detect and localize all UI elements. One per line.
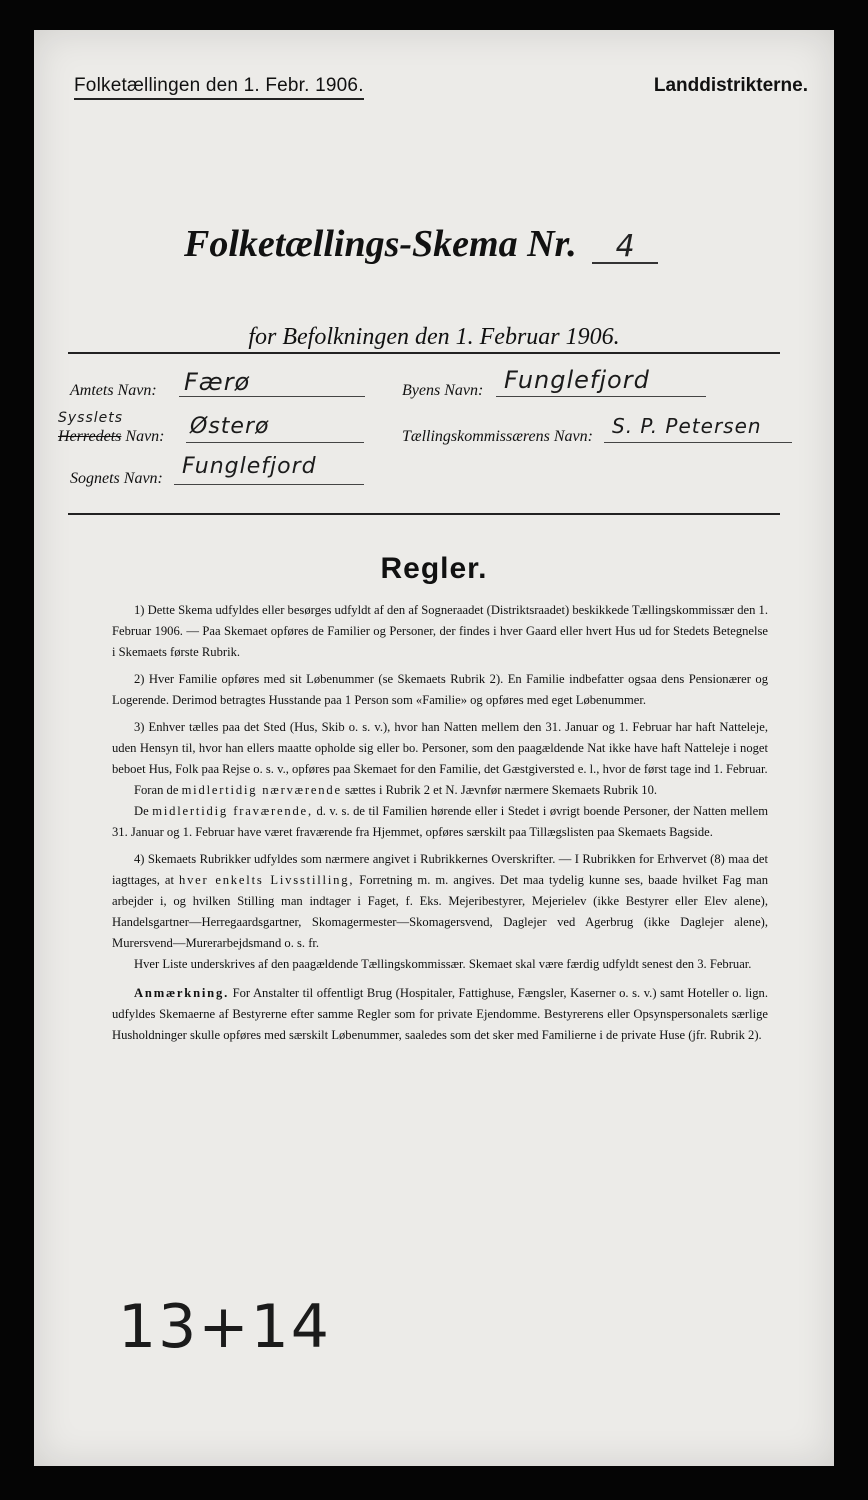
herred-struck-label: Herredets bbox=[58, 428, 122, 445]
anmaerkning-text: For Anstalter til offentligt Brug (Hospitaler, Fattighuse, Fængsler, Kaserner o. s. v.) samt Hoteller o. lign. udfyldes Skemaerne af Bestyrerne efter samme Regler som for private Ejendomme. Bestyrerens eller Opsynspersonalets særlige Husholdninger skulle opføres med særskilt Løbenummer, saaledes som det sker med Familierne i de private Huse (jfr. Rubrik 2). bbox=[112, 986, 768, 1042]
rule-3c-spaced: midlertidig fraværende, bbox=[152, 804, 313, 818]
amt-line bbox=[179, 396, 365, 397]
herred-line bbox=[186, 442, 364, 443]
rule-3b bbox=[112, 780, 768, 801]
rule-4-spaced: hver enkelts Livsstilling, bbox=[178, 873, 355, 887]
form-title bbox=[184, 222, 658, 266]
amt-value-handwritten: Færø bbox=[184, 368, 251, 396]
rule-1: 1) Dette Skema udfyldes eller besørges udfyldt af den af Sogneraadet (Distriktsraadet) beskikkede Tællingskommissær den 1. Februar 1906. — Paa Skemaet opføres de Familier og Personer, der findes i hver Gaard eller hvert Hus ud for Stedets Betegnelse i Skemaets første Rubrik. bbox=[112, 603, 768, 659]
syssel-prefix-handwritten: Sysslets bbox=[58, 410, 124, 426]
anmaerkning-label: Anmærkning. bbox=[134, 986, 230, 1000]
by-label: Byens Navn: bbox=[402, 382, 484, 399]
rules-text bbox=[112, 600, 768, 1052]
amt-label: Amtets Navn: bbox=[70, 382, 157, 399]
top-divider bbox=[68, 352, 780, 354]
rule-3c-pre: De bbox=[134, 804, 149, 818]
sogn-value-handwritten: Funglefjord bbox=[182, 454, 317, 479]
herred-label: Navn: bbox=[125, 428, 165, 445]
rule-3b-post: sættes i Rubrik 2 et N. Jævnfør nærmere Skemaets Rubrik 10. bbox=[345, 783, 658, 797]
bottom-divider bbox=[68, 513, 780, 515]
sogn-field bbox=[70, 470, 163, 488]
census-form-page bbox=[34, 30, 834, 1466]
rule-4b: Hver Liste underskrives af den paagældende Tællingskommissær. Skemaet skal være færdig udfyldt senest den 3. Februar. bbox=[134, 957, 752, 971]
by-field bbox=[402, 382, 483, 400]
form-number-handwritten: 4 bbox=[592, 232, 658, 264]
sogn-line bbox=[174, 484, 364, 485]
rule-3c bbox=[112, 801, 768, 843]
rule-3b-pre: Foran de bbox=[134, 783, 179, 797]
rule-3b-spaced: midlertidig nærværende bbox=[181, 783, 342, 797]
by-line bbox=[496, 396, 706, 397]
form-title-text: Folketællings-Skema Nr. bbox=[184, 223, 577, 265]
rule-2: 2) Hver Familie opføres med sit Løbenummer (se Skemaets Rubrik 2). En Familie indbefatter ogsaa dens Pensionærer og Logerende. Derimod betragtes Husstande paa 1 Person som «Familie» og opføres med eget Løbenummer. bbox=[112, 672, 768, 707]
kommissaer-line bbox=[604, 442, 792, 443]
herred-field bbox=[58, 428, 165, 446]
census-header-right: Landdistrikterne. bbox=[653, 75, 808, 96]
amt-field bbox=[70, 382, 157, 400]
rule-4-post: Forretning m. m. angives. Det maa tydelig kunne ses, baade hvilket Fag man arbejder i, og hvilken Stilling man indtager i Faget, f. Eks. Mejeribestyrer, Mejerielev (ikke Bestyrer eller Elev alene), Handelsgartner—Herregaardsgartner, Skomagermester—Skomagersvend, Daglejer ved Agerbrug (ikke Daglejer alene), Murersvend—Murerarbejdsmand o. s. fr. bbox=[112, 873, 768, 950]
rule-3: 3) Enhver tælles paa det Sted (Hus, Skib o. s. v.), hvor han Natten mellem den 31. Januar og 1. Februar har haft Natteleje, uden Hensyn til, hvor han ellers maatte opholde sig eller bo. Personer, som den paagældende Nat ikke have haft Natteleje i noget beboet Hus, Folk paa Rejse o. s. v., opføres paa Skemaet for den Familie, det Gæstgiversted e. l., hvor de først tage ind 1. Februar. bbox=[112, 720, 768, 776]
kommissaer-label: Tællingskommissærens Navn: bbox=[402, 428, 593, 445]
by-value-handwritten: Funglefjord bbox=[504, 366, 650, 394]
herred-value-handwritten: Østerø bbox=[190, 414, 270, 439]
rule-4-pre: 4) Skemaets Rubrikker udfyldes som nærmere angivet i Rubrikkernes Overskrifter. — I Rubrikken for Erhvervet (8) maa det iagttages, at bbox=[112, 852, 768, 887]
bottom-handwritten-number: 13+14 bbox=[118, 1292, 331, 1362]
rule-4 bbox=[112, 849, 768, 954]
regler-heading: Regler. bbox=[380, 552, 488, 585]
kommissaer-value-handwritten: S. P. Petersen bbox=[612, 414, 762, 438]
sogn-label: Sognets Navn: bbox=[70, 470, 163, 487]
rule-3c-post: d. v. s. de til Familien hørende eller i Stedet i øvrigt boende Personer, der Natten mellem 31. Januar og 1. Februar have været fraværende fra Hjemmet, opføres særskilt paa Tillægslisten paa Skemaets Bagside. bbox=[112, 804, 769, 839]
kommissaer-field bbox=[402, 428, 593, 446]
anmaerkning bbox=[112, 983, 768, 1046]
form-subtitle: for Befolkningen den 1. Februar 1906. bbox=[248, 324, 620, 350]
census-header-left: Folketællingen den 1. Febr. 1906. bbox=[74, 75, 364, 100]
